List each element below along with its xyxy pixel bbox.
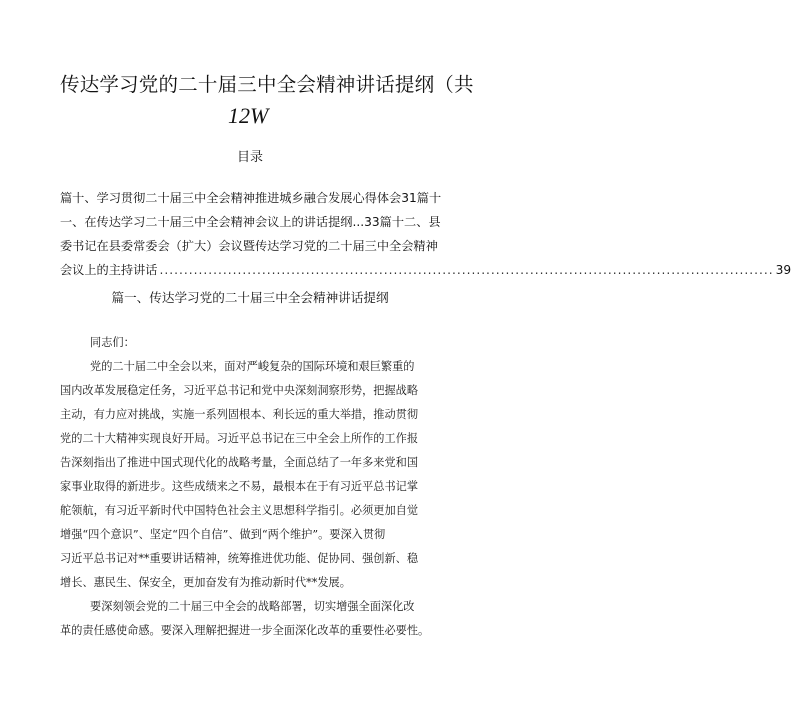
paragraph-line: 要深刻领会党的二十届三中全会的战略部署，切实增强全面深化改 [90, 600, 415, 613]
paragraph-line: 家事业取得的新进步。这些成绩来之不易，最根本在于有习近平总书记掌 [60, 480, 419, 493]
toc-line: 篇十、学习贯彻二十届三中全会精神推进城乡融合发展心得体会31篇十 [60, 191, 442, 205]
toc-entry-last [60, 261, 791, 279]
toc-line: 一、在传达学习二十届三中全会精神会议上的讲话提纲...33篇十二、县 [60, 215, 441, 229]
paragraph-line: 党的二十届二中全会以来，面对严峻复杂的国际环境和艰巨繁重的 [90, 360, 415, 373]
section-title: 篇一、传达学习党的二十届三中全会精神讲话提纲 [111, 290, 389, 305]
paragraph-1 [60, 355, 462, 595]
paragraph-line: 主动，有力应对挑战，实施一系列固根本、利长远的重大举措，推动贯彻 [60, 408, 419, 421]
document-title-line-2: 12W [228, 103, 269, 128]
toc-entry-text: 会议上的主持讲话 [60, 263, 158, 277]
toc-page-number: 39 [775, 263, 791, 277]
paragraph-line: 习近平总书记对**重要讲话精神，统筹推进优功能、促协同、强创新、稳 [60, 552, 419, 565]
toc-leader-dots: .............................................................................................................................. [159, 263, 774, 277]
greeting: 同志们： [90, 336, 135, 349]
paragraph-line: 国内改革发展稳定任务，习近平总书记和党中央深刻洞察形势，把握战略 [60, 384, 419, 397]
paragraph-line: 党的二十大精神实现良好开局。习近平总书记在三中全会上所作的工作报 [60, 432, 419, 445]
paragraph-line: 增强“四个意识”、坚定“四个自信”、做到“两个维护”。要深入贯彻 [60, 528, 386, 541]
paragraph-line: 舵领航，有习近平新时代中国特色社会主义思想科学指引。必须更加自觉 [60, 504, 419, 517]
paragraph-line: 增长、惠民生、保安全，更加奋发有为推动新时代**发展。 [60, 576, 351, 589]
document-title-line-1: 传达学习党的二十届三中全会精神讲话提纲（共 [60, 73, 474, 96]
paragraph-line: 革的责任感使命感。要深入理解把握进一步全面深化改革的重要性必要性。 [60, 624, 430, 637]
paragraph-line: 告深刻指出了推进中国式现代化的战略考量，全面总结了一年多来党和国 [60, 456, 419, 469]
toc-heading: 目录 [236, 150, 263, 165]
paragraph-2 [60, 595, 462, 643]
toc-line: 委书记在县委常委会（扩大）会议暨传达学习党的二十届三中全会精神 [60, 239, 438, 253]
